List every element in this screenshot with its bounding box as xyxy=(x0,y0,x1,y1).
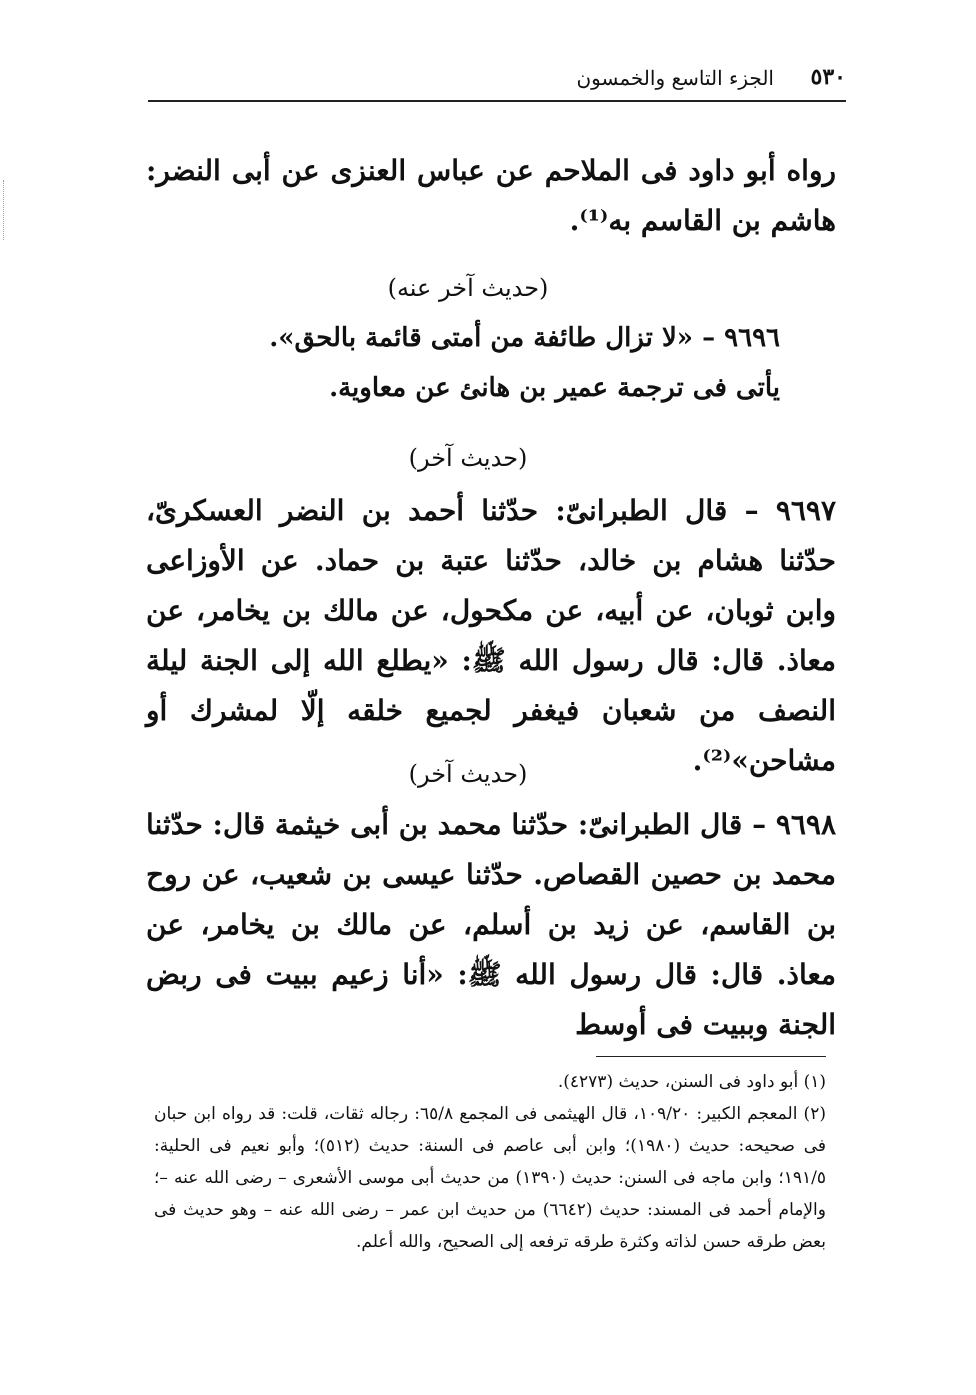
hadith-9698: ٩٦٩٨ – قال الطبرانىّ: حدّثنا محمد بن أبى خيثمة قال: حدّثنا محمد بن حصين القصاص. حدّثنا عيسى بن شعيب، عن روح بن القاسم، عن زيد بن أسلم، عن مالك بن يخامر، عن معاذ. قال: قال رسول الله ﷺ: «أنا زعيم ببيت فى ربض الجنة وببيت فى أوسط xyxy=(146,808,836,1041)
footnote-separator xyxy=(596,1056,826,1057)
hadith-9697: ٩٦٩٧ – قال الطبرانىّ: حدّثنا أحمد بن النضر العسكرىّ، حدّثنا هشام بن خالد، حدّثنا عتبة بن حماد. عن الأوزاعى وابن ثوبان، عن أبيه، عن مكحول، عن مالك بن يخامر، عن معاذ. قال: قال رسول الله ﷺ: «يطلع الله إلى الجنة ليلة النصف من شعبان فيغفر لجميع خلقه إلّا لمشرك أو مشاحن»⁽²⁾. xyxy=(146,494,836,777)
paragraph-abu-dawud: رواه أبو داود فى الملاحم عن عباس العنزى عن أبى النضر: هاشم بن القاسم به⁽¹⁾. xyxy=(146,154,836,237)
section-heading-another-hadith-from-him: (حديث آخر عنه) xyxy=(387,274,549,302)
footnote-1: (١) أبو داود فى السنن، حديث (٤٢٧٣). xyxy=(557,1072,826,1092)
section-heading-another-hadith-2: (حديث آخر) xyxy=(408,760,528,788)
section-heading-another-hadith: (حديث آخر) xyxy=(408,444,528,472)
running-head: الجزء التاسع والخمسون xyxy=(576,66,774,90)
hadith-9696-note: يأتى فى ترجمة عمير بن هانئ عن معاوية. xyxy=(329,373,780,403)
page-header xyxy=(148,64,846,102)
page-number: ٥٣٠ xyxy=(810,64,846,90)
footnotes xyxy=(154,1066,826,1258)
scan-margin-mark xyxy=(3,180,5,240)
hadith-9696: ٩٦٩٦ – «لا تزال طائفة من أمتى قائمة بالحق». xyxy=(269,323,780,353)
footnote-2: (٢) المعجم الكبير: ١٠٩/٢٠، قال الهيثمى فى المجمع ٦٥/٨: رجاله ثقات، قلت: قد رواه ابن حبان فى صحيحه: حديث (١٩٨٠)؛ وابن أبى عاصم فى السنة: حديث (٥١٢)؛ وأبو نعيم فى الحلية: ١٩١/٥؛ وابن ماجه فى السنن: حديث (١٣٩٠) من حديث أبى موسى الأشعرى – رضى الله عنه –؛ والإمام أحمد فى المسند: حديث (٦٦٤٢) من حديث ابن عمر – رضى الله عنه – وهو حديث فى بعض طرقه حسن لذاته وكثرة طرقه ترفعه إلى الصحيح، والله أعلم. xyxy=(154,1104,826,1252)
